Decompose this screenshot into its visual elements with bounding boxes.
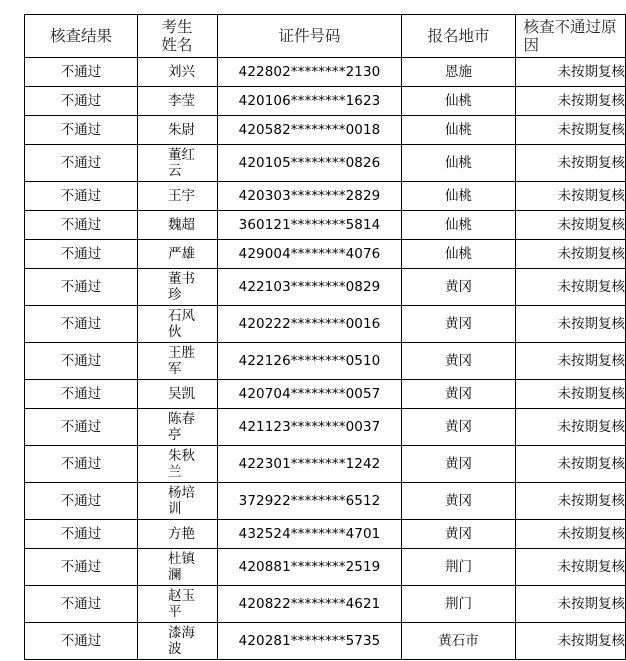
cell-name-text: 朱秋兰 xyxy=(168,448,195,480)
cell-region: 仙桃 xyxy=(402,116,516,145)
cell-reason: 未按期复核 xyxy=(516,306,626,343)
cell-id-number: 420106********1623 xyxy=(218,87,402,116)
cell-name xyxy=(138,409,218,446)
table-row xyxy=(25,549,626,586)
table-row xyxy=(25,446,626,483)
cell-result: 不通过 xyxy=(25,87,138,116)
cell-name-text: 杜镇澜 xyxy=(168,551,195,583)
table-header xyxy=(25,15,626,58)
header-reason: 核查不通过原因 xyxy=(516,15,626,58)
cell-id-number: 421123********0037 xyxy=(218,409,402,446)
cell-result: 不通过 xyxy=(25,306,138,343)
header-row xyxy=(25,15,626,58)
cell-reason: 未按期复核 xyxy=(516,58,626,87)
cell-region: 黄冈 xyxy=(402,409,516,446)
table-row xyxy=(25,269,626,306)
cell-region: 仙桃 xyxy=(402,211,516,240)
cell-region: 荆门 xyxy=(402,586,516,623)
cell-name-text: 漆海波 xyxy=(168,625,195,657)
cell-result: 不通过 xyxy=(25,343,138,380)
cell-name-text: 杨培训 xyxy=(168,485,195,517)
cell-reason: 未按期复核 xyxy=(516,520,626,549)
table-body xyxy=(25,58,626,660)
table-row xyxy=(25,380,626,409)
cell-result: 不通过 xyxy=(25,520,138,549)
cell-region: 黄冈 xyxy=(402,380,516,409)
table-row xyxy=(25,483,626,520)
cell-result: 不通过 xyxy=(25,483,138,520)
table-row xyxy=(25,586,626,623)
cell-result: 不通过 xyxy=(25,446,138,483)
cell-result: 不通过 xyxy=(25,182,138,211)
cell-region: 荆门 xyxy=(402,549,516,586)
cell-id-number: 422802********2130 xyxy=(218,58,402,87)
cell-name xyxy=(138,483,218,520)
cell-name xyxy=(138,87,218,116)
cell-name xyxy=(138,380,218,409)
cell-reason: 未按期复核 xyxy=(516,211,626,240)
cell-region: 黄冈 xyxy=(402,483,516,520)
cell-region: 黄冈 xyxy=(402,269,516,306)
cell-id-number: 420281********5735 xyxy=(218,623,402,660)
cell-result: 不通过 xyxy=(25,145,138,182)
cell-region: 仙桃 xyxy=(402,87,516,116)
table-row xyxy=(25,623,626,660)
header-result: 核查结果 xyxy=(25,15,138,58)
cell-name xyxy=(138,623,218,660)
cell-region: 黄冈 xyxy=(402,446,516,483)
cell-name-text: 王宇 xyxy=(168,188,195,204)
cell-reason: 未按期复核 xyxy=(516,623,626,660)
cell-id-number: 422126********0510 xyxy=(218,343,402,380)
cell-reason: 未按期复核 xyxy=(516,483,626,520)
table-row xyxy=(25,520,626,549)
cell-result: 不通过 xyxy=(25,549,138,586)
cell-region: 仙桃 xyxy=(402,145,516,182)
cell-name xyxy=(138,269,218,306)
table-row xyxy=(25,306,626,343)
cell-name-text: 王胜军 xyxy=(168,345,195,377)
cell-reason: 未按期复核 xyxy=(516,145,626,182)
cell-name-text: 陈春亭 xyxy=(168,411,195,443)
table-row xyxy=(25,58,626,87)
cell-name xyxy=(138,182,218,211)
cell-reason: 未按期复核 xyxy=(516,446,626,483)
header-name: 考生姓名 xyxy=(138,15,218,58)
cell-id-number: 420105********0826 xyxy=(218,145,402,182)
cell-id-number: 422103********0829 xyxy=(218,269,402,306)
cell-name-text: 吴凯 xyxy=(168,386,195,402)
cell-region: 仙桃 xyxy=(402,240,516,269)
cell-result: 不通过 xyxy=(25,211,138,240)
cell-region: 黄冈 xyxy=(402,306,516,343)
cell-id-number: 372922********6512 xyxy=(218,483,402,520)
cell-id-number: 422301********1242 xyxy=(218,446,402,483)
cell-id-number: 432524********4701 xyxy=(218,520,402,549)
table-row xyxy=(25,116,626,145)
header-id-number: 证件号码 xyxy=(218,15,402,58)
table-row xyxy=(25,87,626,116)
cell-id-number: 420303********2829 xyxy=(218,182,402,211)
table-row xyxy=(25,211,626,240)
cell-name-text: 魏超 xyxy=(168,217,195,233)
cell-name-text: 赵玉平 xyxy=(168,588,195,620)
cell-reason: 未按期复核 xyxy=(516,182,626,211)
cell-result: 不通过 xyxy=(25,623,138,660)
cell-result: 不通过 xyxy=(25,269,138,306)
cell-id-number: 420822********4621 xyxy=(218,586,402,623)
cell-name xyxy=(138,240,218,269)
header-region: 报名地市 xyxy=(402,15,516,58)
table-row xyxy=(25,145,626,182)
cell-name xyxy=(138,446,218,483)
cell-id-number: 429004********4076 xyxy=(218,240,402,269)
cell-name-text: 刘兴 xyxy=(168,64,195,80)
cell-name-text: 董红云 xyxy=(168,147,195,179)
cell-name xyxy=(138,549,218,586)
cell-name-text: 严雄 xyxy=(168,246,195,262)
table-row xyxy=(25,409,626,446)
cell-reason: 未按期复核 xyxy=(516,586,626,623)
cell-region: 仙桃 xyxy=(402,182,516,211)
cell-id-number: 420582********0018 xyxy=(218,116,402,145)
cell-name xyxy=(138,586,218,623)
cell-reason: 未按期复核 xyxy=(516,269,626,306)
cell-name-text: 石风伙 xyxy=(168,308,195,340)
cell-result: 不通过 xyxy=(25,409,138,446)
cell-region: 黄冈 xyxy=(402,343,516,380)
verification-results-table xyxy=(24,14,626,660)
cell-result: 不通过 xyxy=(25,116,138,145)
cell-result: 不通过 xyxy=(25,586,138,623)
cell-name-text: 朱尉 xyxy=(168,122,195,138)
cell-name xyxy=(138,306,218,343)
cell-reason: 未按期复核 xyxy=(516,87,626,116)
cell-result: 不通过 xyxy=(25,240,138,269)
cell-id-number: 420222********0016 xyxy=(218,306,402,343)
cell-region: 黄石市 xyxy=(402,623,516,660)
table-row xyxy=(25,240,626,269)
cell-name xyxy=(138,145,218,182)
table-row xyxy=(25,182,626,211)
cell-name-text: 方艳 xyxy=(168,526,195,542)
cell-reason: 未按期复核 xyxy=(516,116,626,145)
cell-reason: 未按期复核 xyxy=(516,343,626,380)
cell-reason: 未按期复核 xyxy=(516,380,626,409)
cell-reason: 未按期复核 xyxy=(516,409,626,446)
cell-name xyxy=(138,116,218,145)
cell-name xyxy=(138,343,218,380)
cell-region: 黄冈 xyxy=(402,520,516,549)
cell-name-text: 李莹 xyxy=(168,93,195,109)
cell-id-number: 420881********2519 xyxy=(218,549,402,586)
cell-result: 不通过 xyxy=(25,380,138,409)
cell-reason: 未按期复核 xyxy=(516,240,626,269)
cell-result: 不通过 xyxy=(25,58,138,87)
cell-reason: 未按期复核 xyxy=(516,549,626,586)
cell-name xyxy=(138,211,218,240)
cell-id-number: 360121********5814 xyxy=(218,211,402,240)
cell-region: 恩施 xyxy=(402,58,516,87)
cell-name-text: 董书珍 xyxy=(168,271,195,303)
cell-name xyxy=(138,58,218,87)
table-row xyxy=(25,343,626,380)
cell-id-number: 420704********0057 xyxy=(218,380,402,409)
cell-name xyxy=(138,520,218,549)
